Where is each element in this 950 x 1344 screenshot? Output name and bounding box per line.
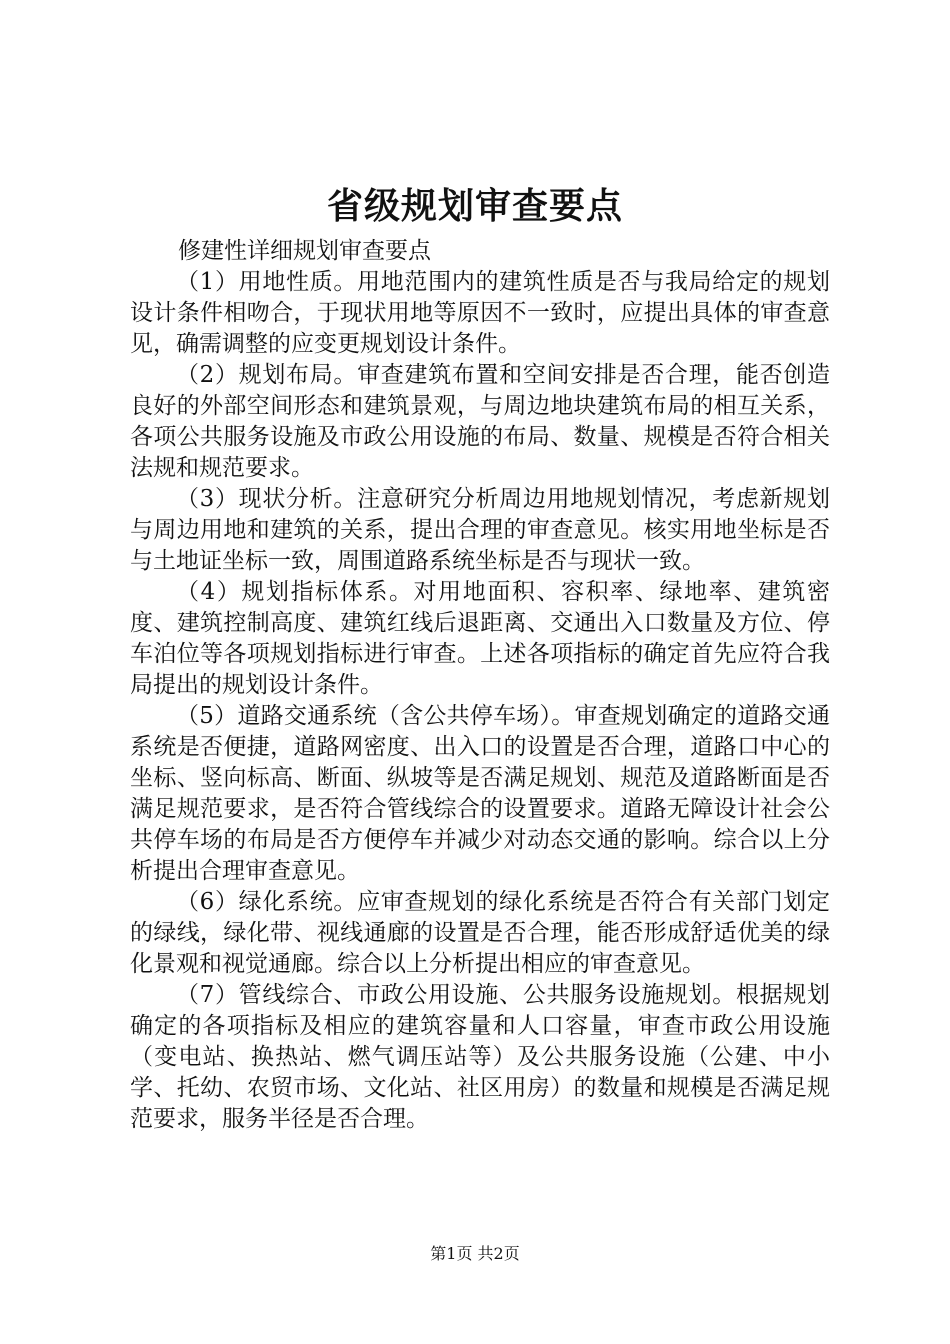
page-number-footer: 第1页 共2页	[430, 1244, 520, 1263]
paragraph-layout: （2）规划布局。审查建筑布置和空间安排是否合理，能否创造良好的外部空间形态和建筑景观，与周边地块建筑布局的相互关系，各项公共服务设施及市政公用设施的布局、数量、规模是否符合相关法规和规范要求。	[130, 362, 830, 481]
paragraph-greening: （6）绿化系统。应审查规划的绿化系统是否符合有关部门划定的绿线，绿化带、视线通廊的设置是否合理，能否形成舒适优美的绿化景观和视觉通廊。综合以上分析提出相应的审查意见。	[130, 889, 830, 977]
document-body	[130, 236, 830, 1135]
document-title: 省级规划审查要点	[326, 185, 623, 227]
paragraph-status-analysis: （3）现状分析。注意研究分析周边用地规划情况，考虑新规划与周边用地和建筑的关系，提出合理的审查意见。核实用地坐标是否与土地证坐标一致，周围道路系统坐标是否与现状一致。	[130, 486, 830, 574]
paragraph-road-traffic: （5）道路交通系统（含公共停车场）。审查规划确定的道路交通系统是否便捷，道路网密度、出入口的设置是否合理，道路口中心的坐标、竖向标高、断面、纵坡等是否满足规划、规范及道路断面是否满足规范要求，是否符合管线综合的设置要求。道路无障设计社会公共停车场的布局是否方便停车并减少对动态交通的影响。综合以上分析提出合理审查意见。	[130, 703, 830, 884]
paragraph-pipelines-facilities: （7）管线综合、市政公用设施、公共服务设施规划。根据规划确定的各项指标及相应的建筑容量和人口容量，审查市政公用设施（变电站、换热站、燃气调压站等）及公共服务设施（公建、中小学、托幼、农贸市场、文化站、社区用房）的数量和规模是否满足规范要求，服务半径是否合理。	[130, 982, 830, 1132]
document-subtitle: 修建性详细规划审查要点	[178, 238, 431, 264]
paragraph-land-use: （1）用地性质。用地范围内的建筑性质是否与我局给定的规划设计条件相吻合，于现状用地等原因不一致时，应提出具体的审查意见，确需调整的应变更规划设计条件。	[130, 269, 830, 357]
paragraph-indicators: （4）规划指标体系。对用地面积、容积率、绿地率、建筑密度、建筑控制高度、建筑红线后退距离、交通出入口数量及方位、停车泊位等各项规划指标进行审查。上述各项指标的确定首先应符合我局提出的规划设计条件。	[130, 579, 830, 698]
